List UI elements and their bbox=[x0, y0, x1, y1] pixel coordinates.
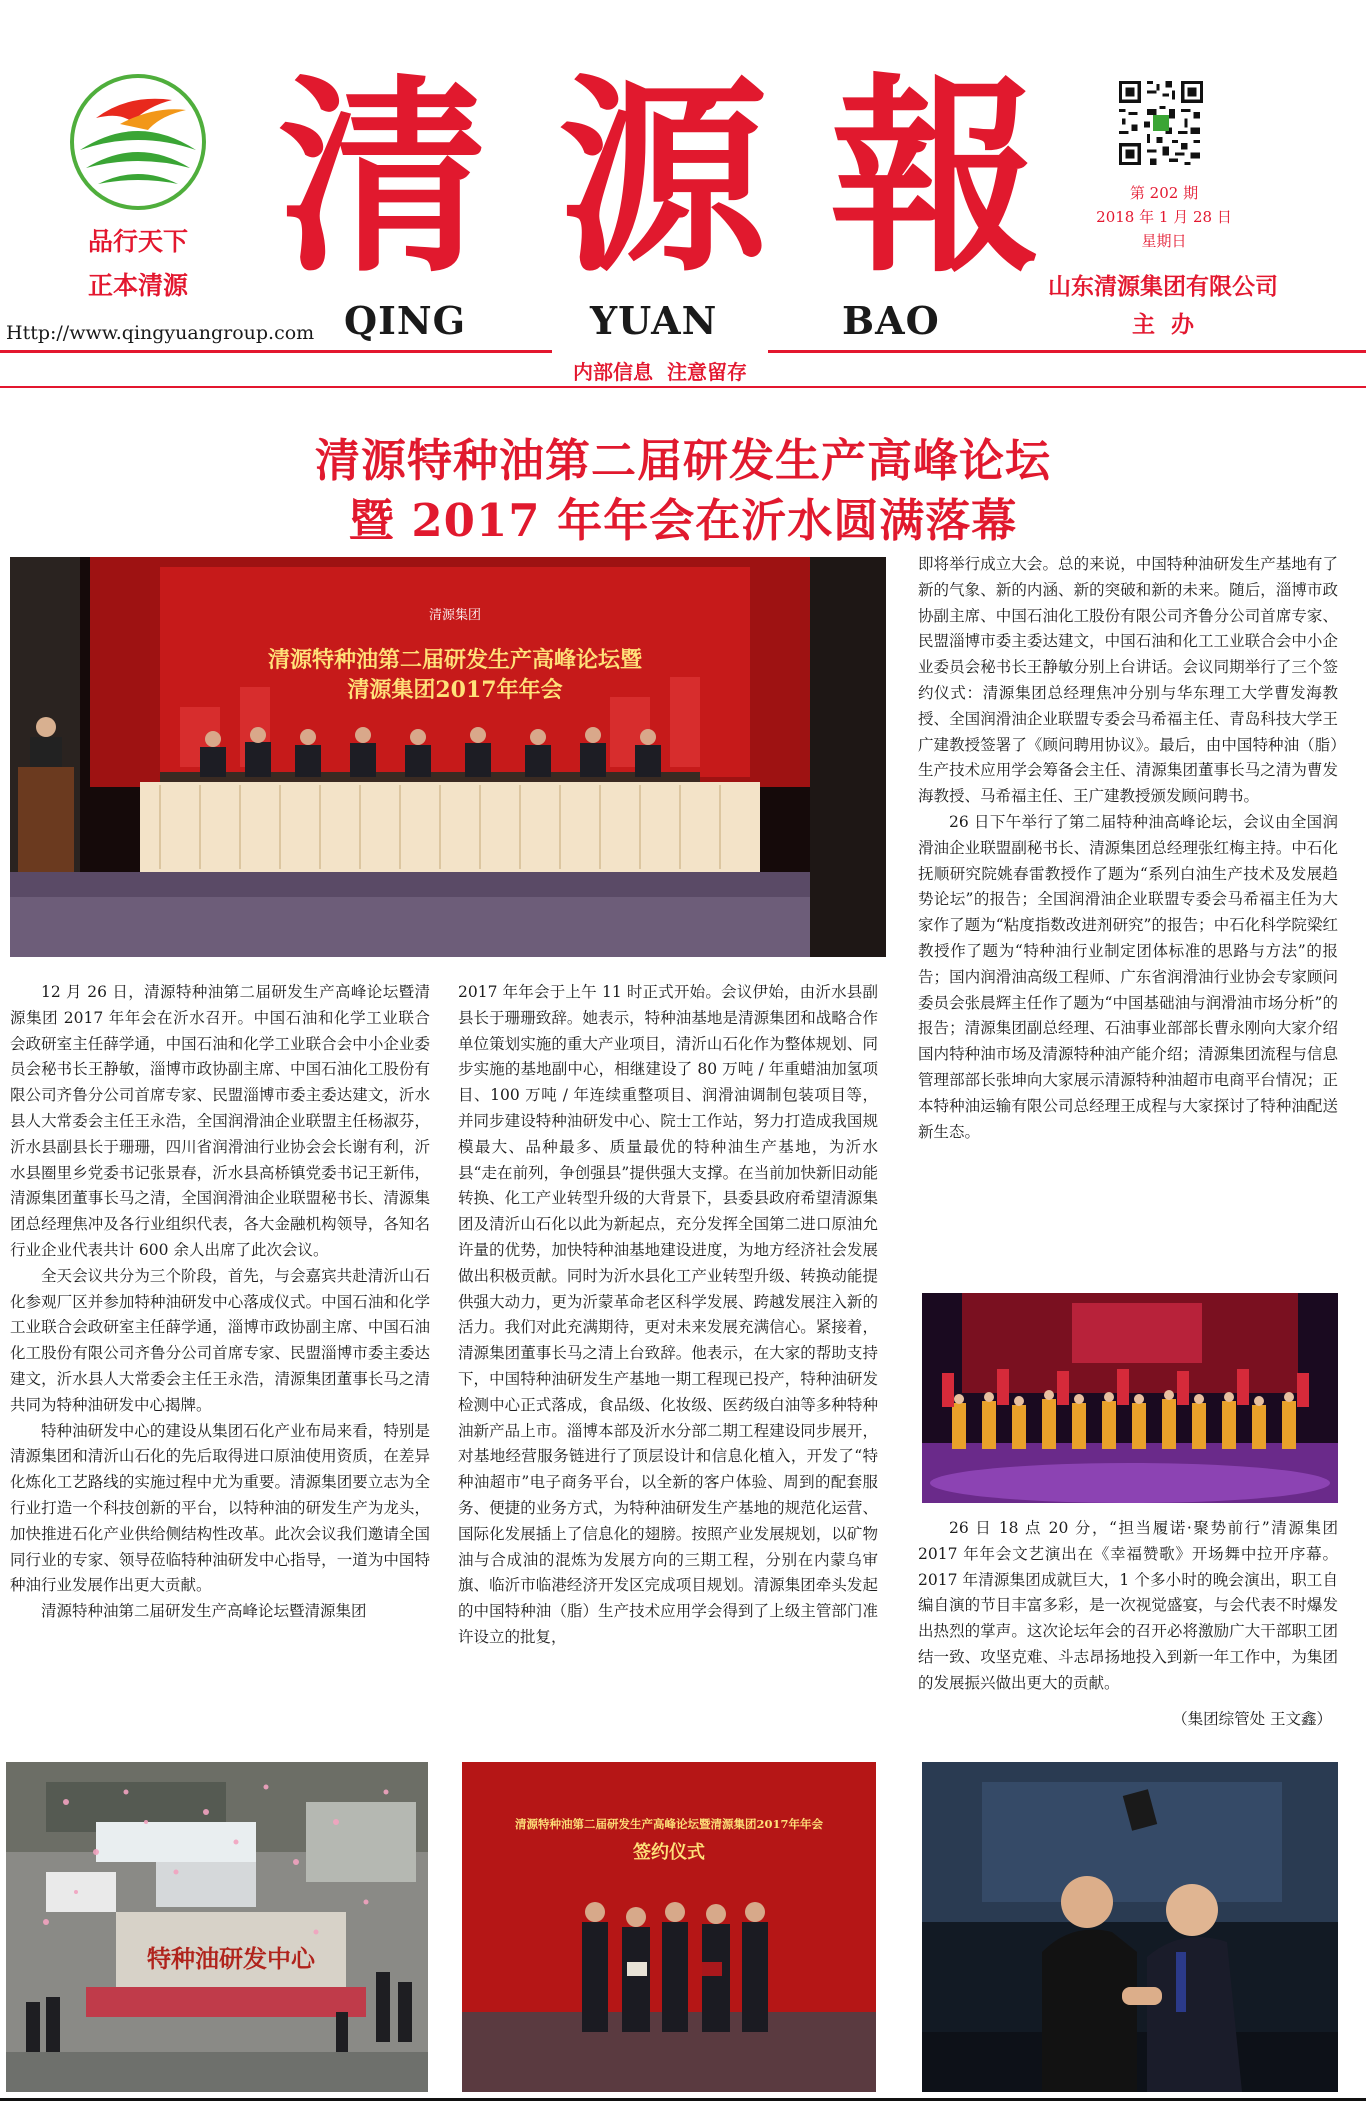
article-column-3-bottom bbox=[918, 1516, 1338, 1732]
photo-award-handshake bbox=[922, 1762, 1338, 2092]
photo-conference-stage bbox=[10, 557, 886, 957]
stage-banner-line-1: 清源特种油第二届研发生产高峰论坛暨 bbox=[267, 647, 643, 673]
masthead-title-char-1: 清 bbox=[278, 54, 489, 301]
stage-banner-line-2: 清源集团2017年年会 bbox=[347, 677, 563, 703]
issue-date: 2018 年 1 月 28 日 bbox=[1096, 208, 1232, 226]
article-byline: （集团综管处 王文鑫） bbox=[1172, 1709, 1332, 1728]
pinyin-yuan: YUAN bbox=[590, 298, 718, 343]
article-paragraph: 即将举行成立大会。总的来说，中国特种油研发生产基地有了新的气象、新的内涵、新的突破和新的未来。随后，淄博市政协副主席、中国石油化工股份有限公司齐鲁分公司首席专家、民盟淄博市委主委达建文，中国石油和化工工业联合会中小企业委员会秘书长王静敏分别上台讲话。会议同期举行了三个签约仪式：清源集团总经理焦冲分别与华东理工大学曹发海教授、全国润滑油企业联盟专委会马希福主任、青岛科技大学王广建教授签署了《顾问聘用协议》。最后，由中国特种油（脂）生产技术应用学会筹备会主任、清源集团董事长马之清为曹发海教授、马希福主任、王广建教授颁发顾问聘书。 bbox=[918, 555, 1338, 806]
issue-number: 第 202 期 bbox=[1129, 184, 1199, 202]
photo-gala-performance bbox=[922, 1293, 1338, 1503]
masthead-rule-right bbox=[768, 350, 1366, 353]
article-column-3-top bbox=[918, 552, 1338, 1145]
publisher-role: 主 办 bbox=[1131, 312, 1194, 338]
masthead-title-char-2: 源 bbox=[558, 54, 769, 301]
masthead-title-char-3: 報 bbox=[830, 54, 1041, 301]
article-paragraph: 26 日 18 点 20 分，“担当履诺·聚势前行”清源集团 2017 年年会文艺演出在《幸福赞歌》开场舞中拉开序幕。2017 年清源集团成就巨大，1 个多小时的晚会演出，职工自编自演的节目丰富多彩，是一次视觉盛宴，与会代表不时爆发出热烈的掌声。这次论坛年会的召开必将激励广大干部职工团结一致、攻坚克难、斗志昂扬地投入到新一年工作中，为集团的发展振兴做出更大的贡献。 bbox=[918, 1519, 1338, 1692]
article-column-2 bbox=[458, 980, 878, 1651]
article-paragraph: 26 日下午举行了第二届特种油高峰论坛，会议由全国润滑油企业联盟副秘书长、清源集团总经理张红梅主持。中石化抚顺研究院姚春雷教授作了题为“系列白油生产技术及发展趋势论坛”的报告；全国润滑油企业联盟专委会马希福主任为大家作了题为“粘度指数改进剂研究”的报告；中石化科学院梁红教授作了题为“特种油行业制定团体标准的思路与方法”的报告；国内润滑油高级工程师、广东省润滑油行业协会专家顾问委员会张晨辉主任作了题为“中国基础油与润滑油市场分析”的报告；清源集团副总经理、石油事业部部长曹永刚向大家介绍国内特种油市场及清源特种油产能介绍；清源集团流程与信息管理部部长张坤向大家展示清源特种油超市电商平台情况；正本特种油运输有限公司总经理王成程与大家探讨了特种油配送新生态。 bbox=[918, 812, 1338, 1141]
internal-notice: 内部信息 注意留存 bbox=[573, 360, 747, 384]
article-paragraph: 2017 年年会于上午 11 时正式开始。会议伊始，由沂水县副县长于珊珊致辞。她表示，特种油基地是清源集团和战略合作单位策划实施的重大产业项目，清沂山石化作为整体规划、同步实施的基地副中心，相继建设了 80 万吨 / 年重蜡油加氢项目、100 万吨 / 年连续重整项目、润滑油调制包装项目等，并同步建设特种油研发中心、院士工作站，努力打造成我国规模最大、品种最多、质量最优的特种油生产基地，为沂水县“走在前列，争创强县”提供强大支撑。在当前加快新旧动能转换、化工产业转型升级的大背景下，县委县政府希望清源集团及清沂山石化以此为新起点，充分发挥全国第二进口原油允许量的优势，加快特种油基地建设进度，为地方经济社会发展做出积极贡献。同时为沂水县化工产业转型升级、转换动能提供强大动力，更为沂蒙革命老区科学发展、跨越发展注入新的活力。我们对此充满期待，更对未来发展充满信心。紧接着，清源集团董事长马之清上台致辞。他表示，在大家的帮助支持下，中国特种油研发生产基地一期工程现已投产，特种油研发检测中心正式落成，食品级、化妆级、医药级白油等多种特种油新产品上市。淄博本部及沂水分部二期工程建设同步展开，对基地经营服务链进行了顶层设计和信息化植入，开发了“特种油超市”电子商务平台，以全新的客户体验、周到的配套服务、便捷的业务方式，为特种油研发生产基地的规范化运营、国际化发展插上了信息化的翅膀。按照产业发展规划，以矿物油与合成油的混炼为发展方向的三期工程，分别在内蒙乌审旗、临沂市临港经济开发区完成项目规划。清源集团牵头发起的中国特种油（脂）生产技术应用学会得到了上级主管部门准许设立的批复， bbox=[458, 983, 878, 1646]
article-paragraph: 12 月 26 日，清源特种油第二届研发生产高峰论坛暨清源集团 2017 年年会在沂水召开。中国石油和化学工业联合会政研室主任薛学通，中国石油和化学工业联合会中小企业委员会秘书长王静敏，淄博市政协副主席、中国石油化工股份有限公司齐鲁分公司首席专家、民盟淄博市委主委达建文，沂水县人大常委会主任王永浩，全国润滑油企业联盟主任杨淑芬，沂水县副县长于珊珊，四川省润滑油行业协会会长谢有利，沂水县圈里乡党委书记张景春，沂水县高桥镇党委书记王新伟，清源集团董事长马之清，全国润滑油企业联盟秘书长、清源集团总经理焦冲及各行业组织代表，各大金融机构领导，各知名行业企业代表共计 600 余人出席了此次会议。 bbox=[10, 983, 430, 1259]
signing-banner-line-1: 清源特种油第二届研发生产高峰论坛暨清源集团2017年年会 bbox=[514, 1817, 824, 1831]
photo-research-center bbox=[6, 1762, 428, 2092]
headline-line-2: 暨 2017 年年会在沂水圆满落幕 bbox=[348, 494, 1018, 547]
headline-line-1: 清源特种油第二届研发生产高峰论坛 bbox=[314, 434, 1051, 487]
qr-code-icon bbox=[1116, 78, 1206, 168]
article-column-1 bbox=[10, 980, 430, 1625]
pinyin-bao: BAO bbox=[842, 298, 940, 343]
publisher-name: 山东清源集团有限公司 bbox=[1048, 274, 1278, 300]
center-sign-text: 特种油研发中心 bbox=[147, 1944, 315, 1973]
issue-weekday: 星期日 bbox=[1141, 232, 1187, 250]
masthead-rule-left bbox=[0, 350, 552, 353]
article-paragraph: 特种油研发中心的建设从集团石化产业布局来看，特别是清源集团和清沂山石化的先后取得进口原油使用资质，在差异化炼化工艺路线的实施过程中尤为重要。清源集团要立志为全行业打造一个科技创新的平台，以特种油的研发生产为龙头，加快推进石化产业供给侧结构性改革。此次会议我们邀请全国同行业的专家、领导莅临特种油研发中心指导，一道为中国特种油行业发展作出更大贡献。 bbox=[10, 1421, 430, 1595]
signing-banner-line-2: 签约仪式 bbox=[633, 1842, 705, 1863]
page-bottom-rule bbox=[0, 2098, 1366, 2101]
pinyin-qing: QING bbox=[344, 298, 467, 343]
photo-signing-ceremony bbox=[462, 1762, 876, 2092]
slogan-line-1: 品行天下 bbox=[87, 227, 188, 256]
article-paragraph: 清源特种油第二届研发生产高峰论坛暨清源集团 bbox=[41, 1602, 367, 1621]
website-url: Http://www.qingyuangroup.com bbox=[6, 322, 315, 344]
stage-banner-logo: 清源集团 bbox=[428, 608, 482, 623]
company-logo bbox=[68, 72, 208, 212]
article-paragraph: 全天会议共分为三个阶段，首先，与会嘉宾共赴清沂山石化参观厂区并参加特种油研发中心落成仪式。中国石油和化学工业联合会政研室主任薛学通，淄博市政协副主席、中国石油化工股份有限公司齐鲁分公司首席专家、民盟淄博市委主委达建文，沂水县人大常委会主任王永浩，清源集团董事长马之清共同为特种油研发中心揭牌。 bbox=[10, 1266, 430, 1414]
masthead-bottom-rule bbox=[0, 386, 1366, 388]
slogan-line-2: 正本清源 bbox=[87, 271, 188, 300]
